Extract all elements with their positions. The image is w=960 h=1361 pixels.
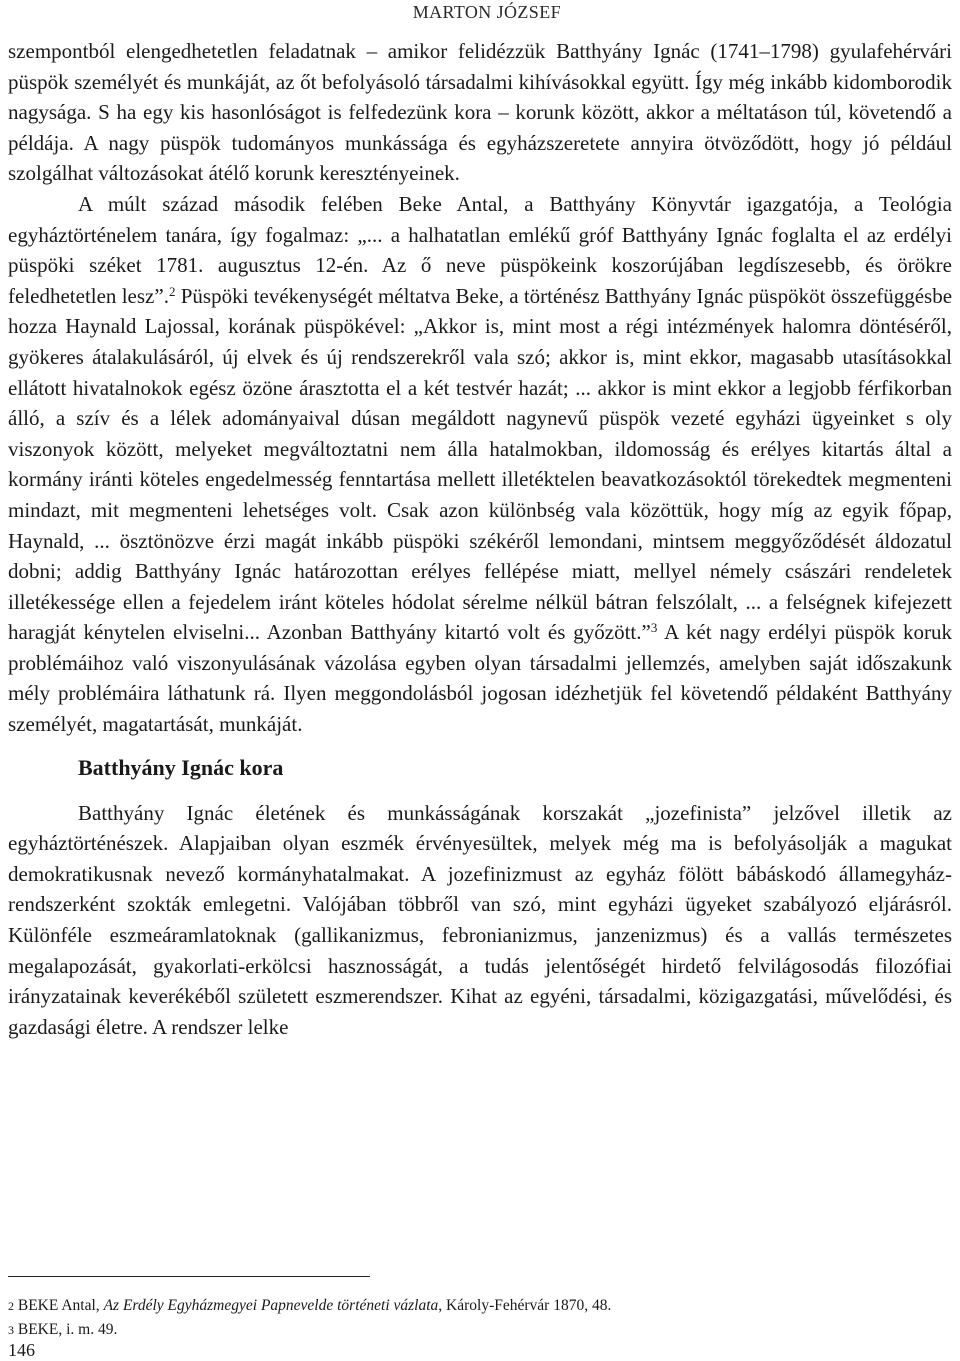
section-heading: Batthyány Ignác kora <box>78 754 284 780</box>
paragraph-1: szempontból elengedhetetlen feladatnak – amikor felidézzük Batthyány Ignác (1741–1798) gyulafehérvári püspök személyét és munkáját, az őt befolyásoló társadalmi kihívásokkal együtt. Így még inkább kidomborodik nagysága. S ha egy kis hasonlóságot is felfedezünk kora – korunk között, akkor a méltatáson túl, követendő a példája. A nagy püspök tudományos munkássága és egyházszeretete annyira ötvöződött, hogy jó például szolgálhat változásokat átélő korunk keresztényeinek. <box>8 39 952 186</box>
paragraph-2-part-1: A múlt század második felében Beke Antal, a Batthyány Könyvtár igazgatója, a Teológia egyháztörténelem tanára, így fogalmaz: „... a halhatatlan emlékű gróf Batthyány Ignác foglalta el az erdélyi püspöki széket 1781. augusztus 12-én. Az ő neve püspökeink koszorújában legdíszesebb, és örökre feledhetetlen lesz”. <box>8 191 952 308</box>
paragraph-2-part-2: Püspöki tevékenységét méltatva Beke, a történész Batthyány Ignác püspököt összefüggésbe hozza Haynald Lajossal, korának püspökével: „Akkor is, mint most a régi intézmények halomra döntéséről, gyökeres átalakulásáról, új elvek és új rendszerekről vala szó; akkor is, mint ekkor, magasabb utasításokkal ellátott hivatalnokok egész özöne árasztotta el a két testvér hazát; ... akkor is mint ekkor a legjobb férfikorban álló, a szív és a lélek adományaival dúsan megáldott nagynevű püspök vezeté egyházi ügyeinket s oly viszonyok között, melyeket megváltoztatni nem álla hatalmokban, ildomosság és erélyes kitartás által a kormány iránti köteles engedelmesség fenntartása mellett illetéktelen beavatkozásoktól törekedtek megmenteni mindazt, mit megmenteni lehetséges volt. Csak azon különbség vala közöttük, hogy míg az egyik főpap, Haynald, ... ösztönözve érzi magát inkább püspöki székéről lemondani, mintsem meggyőződését áldozatul dobni; addig Batthyány Ignác határozottan erélyes fellépése miatt, mellyel némely császári rendeletek illetékessége ellen a fejedelem iránt köteles hódolat sérelme nélkül bátran felszólalt, ... a felségnek kifejezett haragját kénytelen elviselni... Azonban Batthyány kitartó volt és győzött.” <box>8 283 953 645</box>
page-number: 146 <box>8 1340 35 1360</box>
footnote-ref-3[interactable]: 3 <box>650 620 658 636</box>
body-text <box>8 36 952 1042</box>
footnote-3-number: 3 <box>8 1323 14 1337</box>
footnotes <box>8 1294 952 1342</box>
paragraph-3: Batthyány Ignác életének és munkásságának korszakát „jozefinista” jelzővel illetik az egyháztörténészek. Alapjaiban olyan eszmék érvényesültek, melyek még ma is befolyásolják a magukat demokratikusnak nevező kormányhatalmakat. A jozefinizmust az egyház fölött bábáskodó államegyház-rendszerként szokták emlegetni. Valójában többről van szó, mint egyházi ügyeket szabályozó eljárásról. Különféle eszmeáramlatoknak (gallikanizmus, febronianizmus, janzenizmus) és a vallás természetes megalapozását, gyakorlati-erkölcsi hasznosságát, a tudás jelentőségét hirdető felvilágosodás filozófiai irányzatainak keverékéből született eszmerendszer. Kihat az egyéni, társadalmi, közigazgatási, művelődési, és gazdasági életre. A rendszer lelke <box>8 800 952 1039</box>
footnote-3-text: BEKE, i. m. 49. <box>14 1321 118 1338</box>
footnote-2-number: 2 <box>8 1299 14 1313</box>
footnote-2 <box>8 1294 952 1318</box>
paragraph-2 <box>8 189 952 740</box>
paragraph-2-part-3: A két nagy erdélyi püspök koruk problémáihoz való viszonyulásának vázolása egyben olyan társadalmi jellemzés, amelyben saját időszakunk mély problémáira láthatunk rá. Ilyen meggondolásból jogosan idézhetjük fel követendő példaként Batthyány személyét, magatartását, munkáját. <box>8 620 952 737</box>
footnote-divider <box>8 1276 370 1277</box>
footnote-2-title: Az Erdély Egyházmegyei Papnevelde történeti vázlata <box>103 1297 439 1314</box>
footnote-ref-2[interactable]: 2 <box>168 283 176 299</box>
footnote-3 <box>8 1318 952 1342</box>
footnote-2-author: BEKE Antal, <box>17 1297 104 1314</box>
running-head: MARTON JÓZSEF <box>412 2 561 22</box>
footnote-2-rest: , Károly-Fehérvár 1870, 48. <box>438 1297 612 1314</box>
